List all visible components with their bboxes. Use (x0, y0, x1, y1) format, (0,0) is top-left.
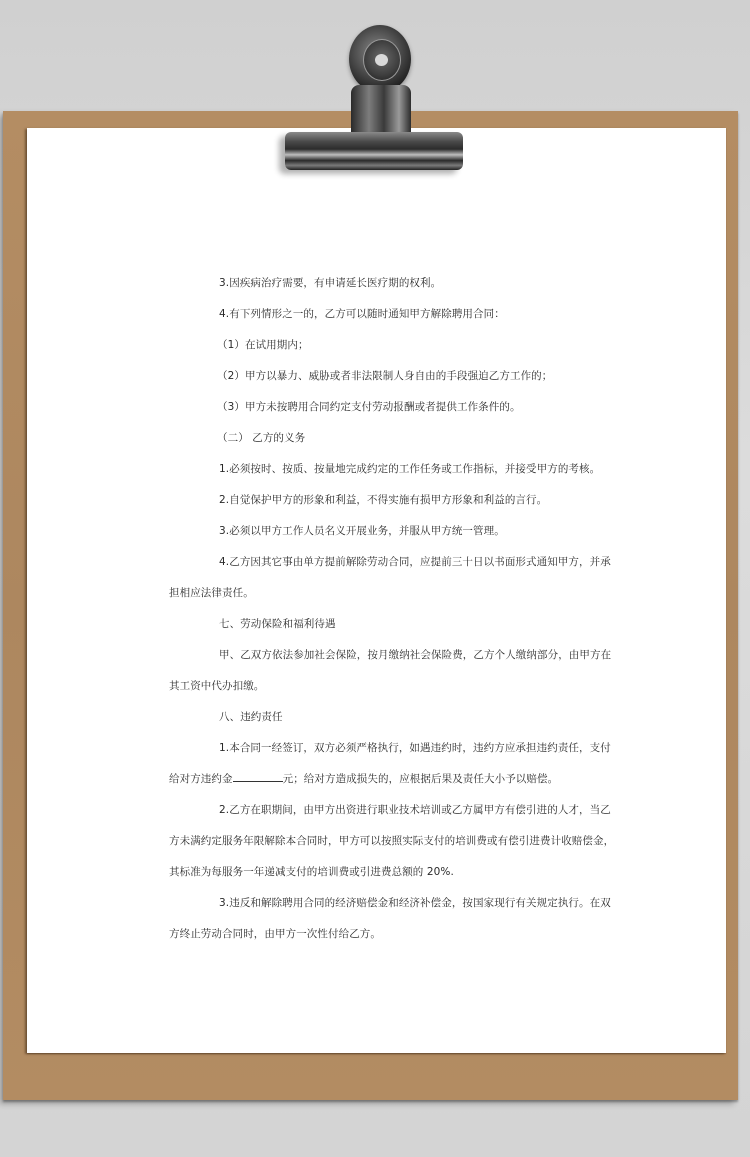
paragraph-line: 方未满约定服务年限解除本合同时，甲方可以按照实际支付的培训费或有偿引进费计收赔偿金， (169, 835, 615, 847)
section-heading: 八、违约责任 (219, 711, 283, 723)
paragraph-line: 1.本合同一经签订，双方必须严格执行，如遇违约时，违约方应承担违约责任，支付 (219, 742, 611, 754)
paragraph-line: 1.必须按时、按质、按量地完成约定的工作任务或工作指标，并接受甲方的考核。 (219, 463, 601, 475)
penalty-amount-blank (233, 771, 283, 782)
paragraph-line: 2.自觉保护甲方的形象和利益，不得实施有损甲方形象和利益的言行。 (219, 494, 548, 506)
list-item: （2）甲方以暴力、威胁或者非法限制人身自由的手段强迫乙方工作的； (217, 370, 553, 382)
paragraph-line: 2.乙方在职期间，由甲方出资进行职业技术培训或乙方属甲方有偿引进的人才，当乙 (219, 804, 611, 816)
list-item: （3）甲方未按聘用合同约定支付劳动报酬或者提供工作条件的。 (217, 401, 521, 413)
section-heading: （二） 乙方的义务 (217, 432, 306, 444)
text-segment: 元；给对方造成损失的，应根据后果及责任大小予以赔偿。 (282, 773, 559, 785)
paragraph-line: 4.有下列情形之一的，乙方可以随时通知甲方解除聘用合同： (219, 308, 505, 320)
text-segment: 给对方违约金 (169, 773, 233, 785)
paragraph-line: 其工资中代办扣缴。 (169, 680, 265, 692)
clip-hole (375, 54, 388, 66)
paragraph-line: 其标准为每服务一年递减支付的培训费或引进费总额的 20%. (169, 866, 454, 878)
paragraph-line: 3.因疾病治疗需要，有申请延长医疗期的权利。 (219, 277, 442, 289)
paragraph-line: 3.违反和解除聘用合同的经济赔偿金和经济补偿金，按国家现行有关规定执行。在双 (219, 897, 611, 909)
binder-clip-icon (283, 25, 468, 175)
paragraph-line: 4.乙方因其它事由单方提前解除劳动合同，应提前三十日以书面形式通知甲方，并承 (219, 556, 611, 568)
paragraph-line (169, 771, 558, 786)
paragraph-line: 3.必须以甲方工作人员名义开展业务，并服从甲方统一管理。 (219, 525, 505, 537)
paragraph-line: 担相应法律责任。 (169, 587, 254, 599)
document-page (27, 128, 726, 1053)
paragraph-line: 方终止劳动合同时，由甲方一次性付给乙方。 (169, 928, 381, 940)
document-text (27, 128, 726, 1053)
paragraph-line: 甲、乙双方依法参加社会保险，按月缴纳社会保险费，乙方个人缴纳部分，由甲方在 (219, 649, 612, 661)
list-item: （1）在试用期内； (217, 339, 309, 351)
clip-base (285, 132, 463, 170)
section-heading: 七、劳动保险和福利待遇 (219, 618, 336, 630)
